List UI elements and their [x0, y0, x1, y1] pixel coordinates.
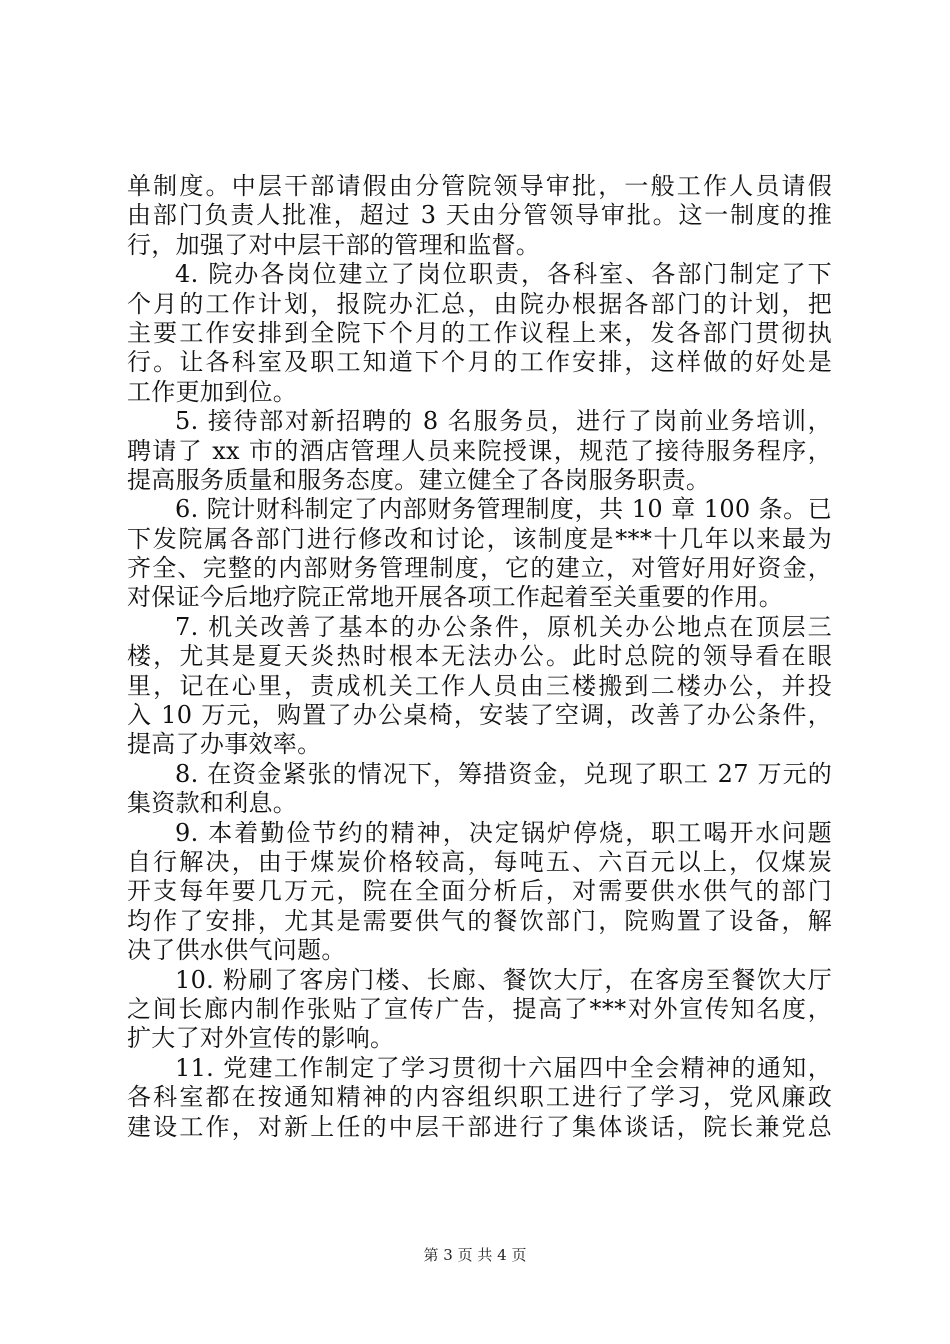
text-line: 楼，尤其是夏天炎热时根本无法办公。此时总院的领导看在眼	[127, 642, 832, 671]
text-line: 开支每年要几万元，院在全面分析后，对需要供水供气的部门	[127, 877, 832, 906]
text-line: 聘请了 xx 市的酒店管理人员来院授课，规范了接待服务程序，	[127, 436, 832, 465]
text-line: 行。让各科室及职工知道下个月的工作安排，这样做的好处是	[127, 348, 832, 377]
document-body	[127, 172, 832, 1142]
text-line: 里，记在心里，责成机关工作人员由三楼搬到二楼办公，并投	[127, 671, 832, 700]
text-line: 5. 接待部对新招聘的 8 名服务员，进行了岗前业务培训，	[175, 407, 832, 436]
text-line: 提高服务质量和服务态度。建立健全了各岗服务职责。	[127, 465, 711, 494]
text-line: 工作更加到位。	[127, 377, 298, 406]
text-line: 齐全、完整的内部财务管理制度，它的建立，对管好用好资金，	[127, 554, 832, 583]
text-line: 自行解决，由于煤炭价格较高，每吨五、六百元以上，仅煤炭	[127, 847, 832, 876]
text-line: 提高了办事效率。	[127, 730, 322, 759]
text-line: 10. 粉刷了客房门楼、长廊、餐饮大厅，在客房至餐饮大厅	[175, 965, 832, 994]
text-line: 行，加强了对中层干部的管理和监督。	[127, 230, 541, 259]
text-line: 主要工作安排到全院下个月的工作议程上来，发各部门贯彻执	[127, 318, 832, 347]
text-line: 之间长廊内制作张贴了宣传广告，提高了***对外宣传知名度，	[127, 994, 832, 1023]
text-line: 均作了安排，尤其是需要供气的餐饮部门，院购置了设备，解	[127, 906, 832, 935]
text-line: 各科室都在按通知精神的内容组织职工进行了学习，党风廉政	[127, 1083, 832, 1112]
text-line: 单制度。中层干部请假由分管院领导审批，一般工作人员请假	[127, 172, 832, 200]
text-line: 8. 在资金紧张的情况下，筹措资金，兑现了职工 27 万元的	[175, 759, 832, 788]
text-line: 扩大了对外宣传的影响。	[127, 1024, 395, 1053]
text-line: 11. 党建工作制定了学习贯彻十六届四中全会精神的通知，	[175, 1053, 832, 1082]
text-line: 7. 机关改善了基本的办公条件，原机关办公地点在顶层三	[175, 612, 832, 641]
text-line: 决了供水供气问题。	[127, 936, 346, 965]
text-line: 集资款和利息。	[127, 789, 298, 818]
text-line: 个月的工作计划，报院办汇总，由院办根据各部门的计划，把	[127, 289, 832, 318]
text-line: 对保证今后地疗院正常地开展各项工作起着至关重要的作用。	[127, 583, 784, 612]
text-line: 6. 院计财科制定了内部财务管理制度，共 10 章 100 条。已	[175, 495, 832, 524]
text-line: 入 10 万元，购置了办公桌椅，安装了空调，改善了办公条件，	[127, 701, 832, 730]
text-line: 建设工作，对新上任的中层干部进行了集体谈话，院长兼党总	[127, 1112, 832, 1141]
text-line: 下发院属各部门进行修改和讨论，该制度是***十几年以来最为	[127, 524, 832, 553]
text-line: 4. 院办各岗位建立了岗位职责，各科室、各部门制定了下	[175, 260, 832, 289]
page-footer: 第 3 页 共 4 页	[423, 1246, 527, 1264]
text-line: 9. 本着勤俭节约的精神，决定锅炉停烧，职工喝开水问题	[175, 818, 832, 847]
text-line: 由部门负责人批准，超过 3 天由分管领导审批。这一制度的推	[127, 201, 832, 230]
